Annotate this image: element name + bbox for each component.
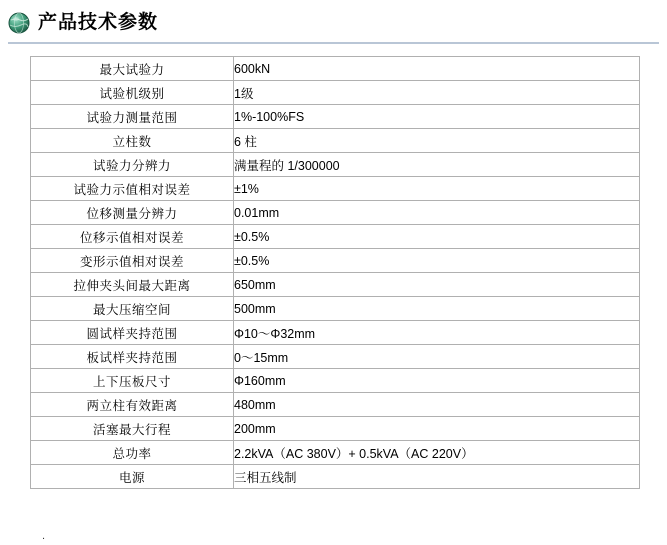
page-header [0,0,667,38]
param-value: 6 柱 [234,129,640,153]
table-row [31,441,640,465]
param-value: 0.01mm [234,201,640,225]
table-row [31,297,640,321]
table-row [31,393,640,417]
globe-icon [8,12,30,34]
footer-marker: . [42,530,46,542]
table-row [31,57,640,81]
param-label: 位移测量分辨力 [31,201,234,225]
table-row [31,153,640,177]
param-label: 总功率 [31,441,234,465]
param-label: 最大压缩空间 [31,297,234,321]
param-value: 500mm [234,297,640,321]
param-label: 板试样夹持范围 [31,345,234,369]
param-label: 圆试样夹持范围 [31,321,234,345]
param-value: 0～15mm [234,345,640,369]
table-row [31,177,640,201]
param-label: 试验力测量范围 [31,105,234,129]
param-label: 立柱数 [31,129,234,153]
param-value: 600kN [234,57,640,81]
param-value: 1级 [234,81,640,105]
param-value: ±0.5% [234,249,640,273]
param-value: 满量程的 1/300000 [234,153,640,177]
param-label: 上下压板尺寸 [31,369,234,393]
table-row [31,321,640,345]
page-title: 产品技术参数 [38,12,159,33]
param-label: 试验机级别 [31,81,234,105]
param-value: 200mm [234,417,640,441]
table-row [31,465,640,489]
table-row [31,225,640,249]
param-value: ±1% [234,177,640,201]
param-value: 1%-100%FS [234,105,640,129]
param-value: Φ10～Φ32mm [234,321,640,345]
table-row [31,273,640,297]
spec-table [30,56,640,489]
spec-table-body [31,57,640,489]
table-row [31,201,640,225]
param-value: 2.2kVA（AC 380V）+ 0.5kVA（AC 220V） [234,441,640,465]
param-label: 两立柱有效距离 [31,393,234,417]
table-row [31,345,640,369]
param-value: 三相五线制 [234,465,640,489]
param-label: 拉伸夹头间最大距离 [31,273,234,297]
param-label: 电源 [31,465,234,489]
param-label: 活塞最大行程 [31,417,234,441]
param-value: ±0.5% [234,225,640,249]
table-row [31,249,640,273]
param-value: 650mm [234,273,640,297]
param-label: 试验力分辨力 [31,153,234,177]
spec-table-container [0,44,667,489]
param-label: 试验力示值相对误差 [31,177,234,201]
table-row [31,81,640,105]
param-label: 位移示值相对误差 [31,225,234,249]
param-label: 最大试验力 [31,57,234,81]
param-value: Φ160mm [234,369,640,393]
param-value: 480mm [234,393,640,417]
table-row [31,369,640,393]
param-label: 变形示值相对误差 [31,249,234,273]
table-row [31,105,640,129]
table-row [31,417,640,441]
table-row [31,129,640,153]
